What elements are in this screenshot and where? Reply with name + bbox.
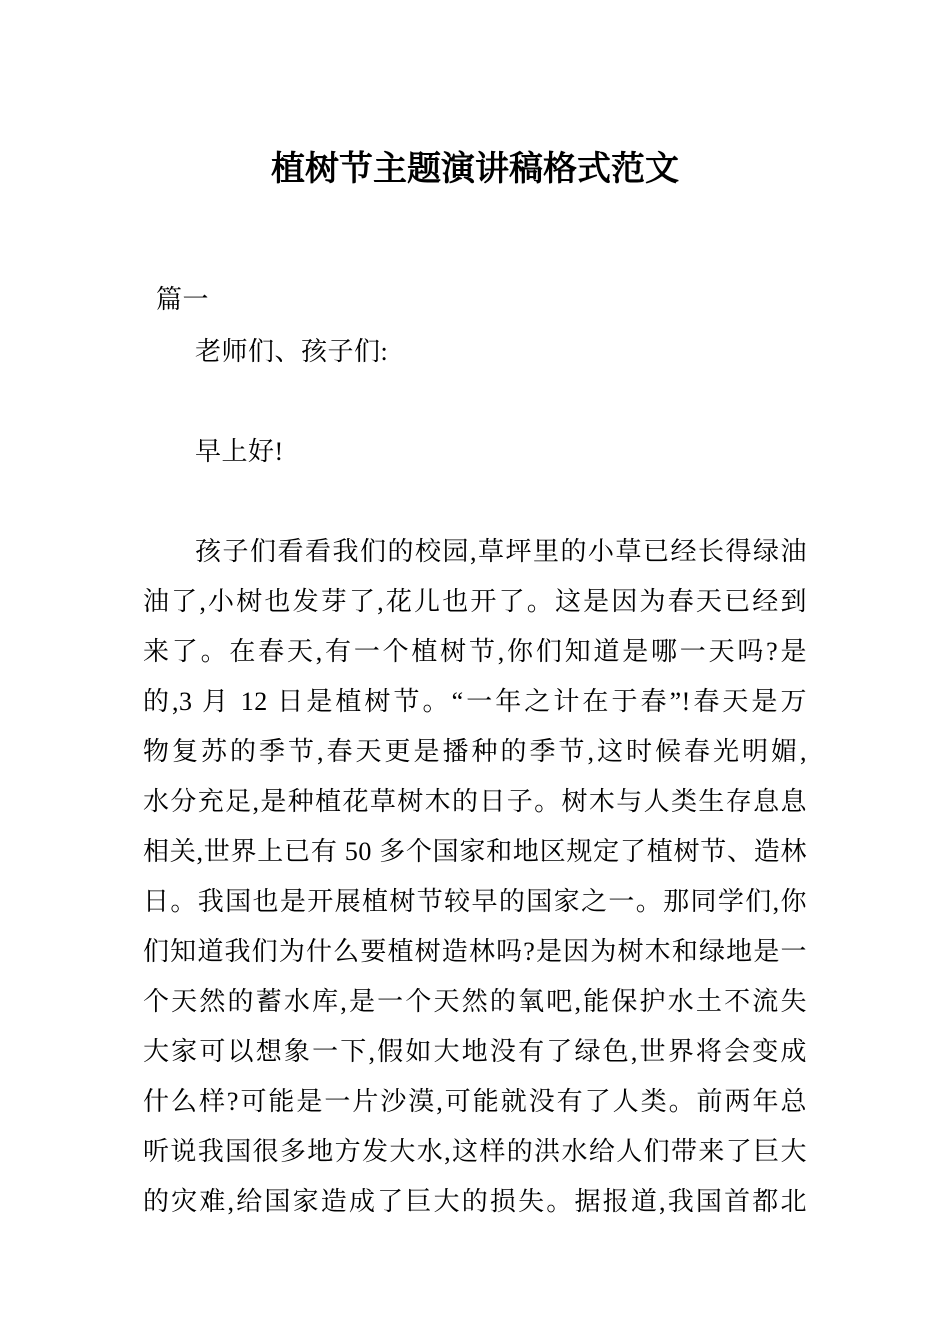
paragraph-line: 个天然的蓄水库,是一个天然的氧吧,能保护水土不流失 [143, 987, 807, 1016]
paragraph-line: 相关,世界上已有 50 多个国家和地区规定了植树节、造林 [143, 837, 807, 866]
paragraph-line: 孩子们看看我们的校园,草坪里的小草已经长得绿油 [195, 537, 807, 566]
salutation-line: 老师们、孩子们: [195, 337, 389, 366]
paragraph-line: 水分充足,是种植花草树木的日子。树木与人类生存息息 [143, 787, 807, 816]
paragraph-line: 大家可以想象一下,假如大地没有了绿色,世界将会变成 [143, 1037, 807, 1066]
paragraph-line: 们知道我们为什么要植树造林吗?是因为树木和绿地是一 [143, 937, 807, 966]
paragraph-line: 油了,小树也发芽了,花儿也开了。这是因为春天已经到 [143, 587, 807, 616]
paragraph-line: 来了。在春天,有一个植树节,你们知道是哪一天吗?是 [143, 637, 807, 666]
body-paragraph [143, 527, 807, 1227]
paragraph-line: 物复苏的季节,春天更是播种的季节,这时候春光明媚, [143, 737, 807, 766]
paragraph-line: 日。我国也是开展植树节较早的国家之一。那同学们,你 [143, 887, 807, 916]
document-title: 植树节主题演讲稿格式范文 [271, 149, 679, 188]
paragraph-line: 的,3 月 12 日是植树节。“一年之计在于春”!春天是万 [143, 687, 807, 716]
greeting-line: 早上好! [195, 437, 284, 466]
paragraph-line: 听说我国很多地方发大水,这样的洪水给人们带来了巨大 [143, 1137, 807, 1166]
paragraph-line: 的灾难,给国家造成了巨大的损失。据报道,我国首都北 [143, 1187, 807, 1216]
section-label: 篇一 [156, 285, 210, 314]
paragraph-line: 什么样?可能是一片沙漠,可能就没有了人类。前两年总 [143, 1087, 807, 1116]
